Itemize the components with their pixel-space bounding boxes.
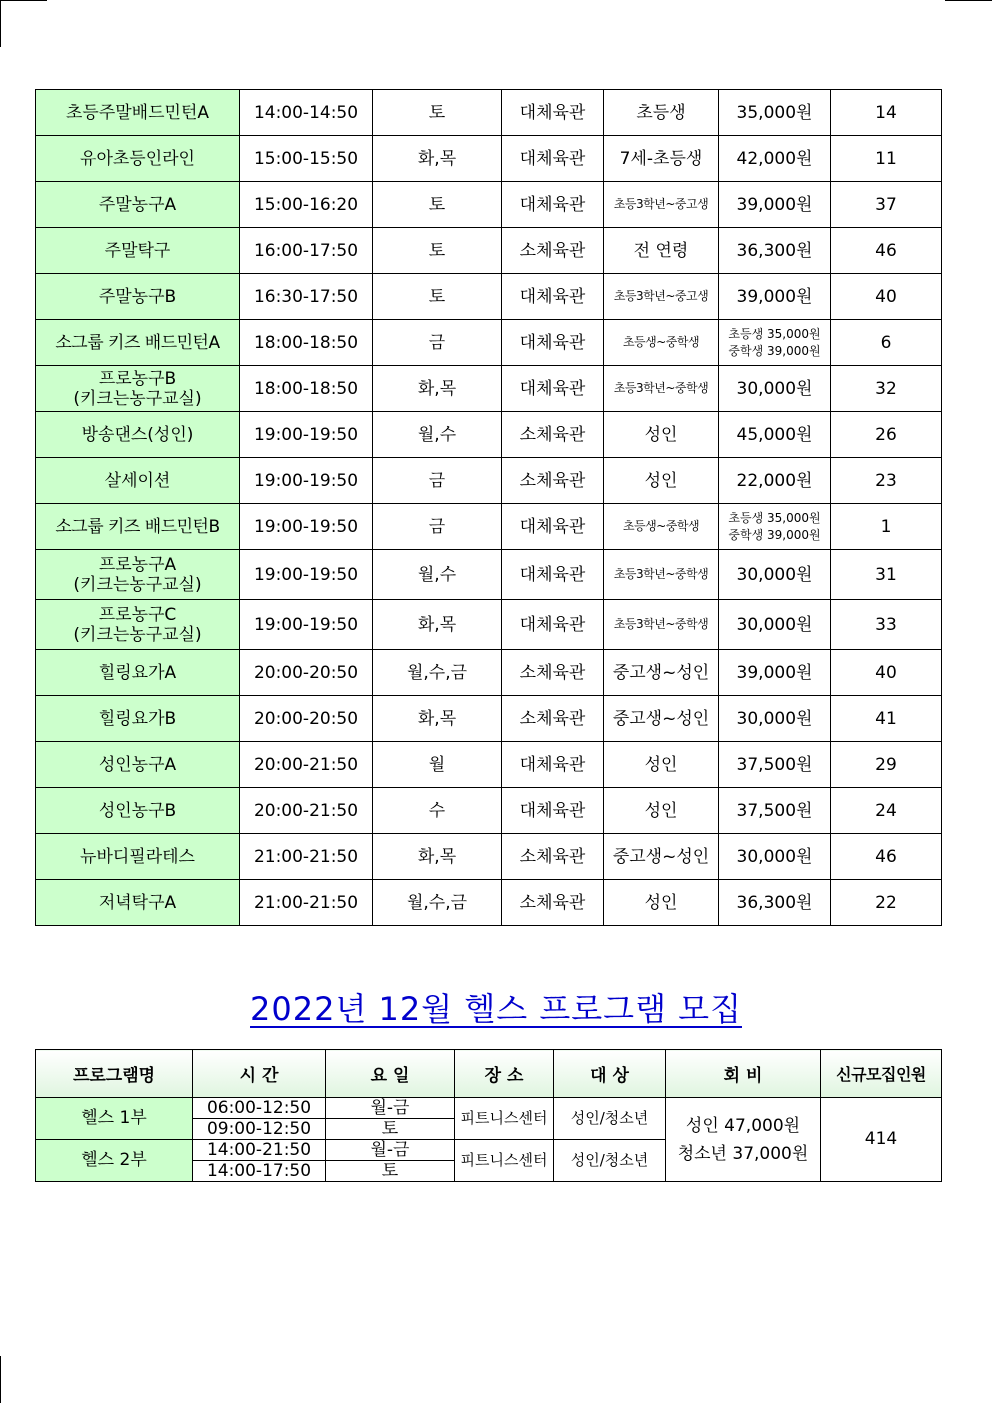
- health-program-name: 헬스 1부: [36, 1098, 193, 1140]
- program-target: 초등생~중학생: [604, 320, 719, 366]
- program-name: 방송댄스(성인): [36, 412, 240, 458]
- program-fee: 30,000원: [719, 696, 831, 742]
- table-row: [36, 834, 942, 880]
- health-place: 피트니스센터: [455, 1140, 554, 1182]
- program-time: 21:00-21:50: [240, 880, 373, 926]
- program-place: 대체육관: [502, 320, 604, 366]
- program-count: 24: [831, 788, 942, 834]
- program-days: 수: [373, 788, 502, 834]
- program-fee: 36,300원: [719, 880, 831, 926]
- program-days: 토: [373, 274, 502, 320]
- program-count: 40: [831, 650, 942, 696]
- program-days: 금: [373, 320, 502, 366]
- crop-mark: [945, 0, 992, 1]
- health-days: 토: [326, 1119, 455, 1140]
- program-name: [36, 600, 240, 650]
- table-row: [36, 880, 942, 926]
- program-target: 중고생~성인: [604, 696, 719, 742]
- program-time: 18:00-18:50: [240, 320, 373, 366]
- program-target: 초등생~중학생: [604, 504, 719, 550]
- program-time: 14:00-14:50: [240, 90, 373, 136]
- table-row: [36, 182, 942, 228]
- health-section-title: [0, 984, 992, 1030]
- health-fee: [666, 1098, 821, 1182]
- program-place: 대체육관: [502, 742, 604, 788]
- program-days: 월,수,금: [373, 650, 502, 696]
- program-place: 소체육관: [502, 228, 604, 274]
- table-row: [36, 550, 942, 600]
- program-fee: 30,000원: [719, 834, 831, 880]
- program-time: 16:30-17:50: [240, 274, 373, 320]
- program-name: 저녁탁구A: [36, 880, 240, 926]
- program-fee: [719, 320, 831, 366]
- program-name-line: 프로농구C: [98, 604, 177, 625]
- program-place: 대체육관: [502, 182, 604, 228]
- program-time: 20:00-20:50: [240, 696, 373, 742]
- program-place: 대체육관: [502, 366, 604, 412]
- program-days: 월,수: [373, 412, 502, 458]
- program-time: 15:00-15:50: [240, 136, 373, 182]
- program-count: 1: [831, 504, 942, 550]
- program-place: 소체육관: [502, 458, 604, 504]
- program-target: 초등3학년~중고생: [604, 182, 719, 228]
- program-target: 성인: [604, 880, 719, 926]
- table-row: [36, 274, 942, 320]
- program-time: 21:00-21:50: [240, 834, 373, 880]
- program-target: 초등3학년~중학생: [604, 600, 719, 650]
- program-count: 31: [831, 550, 942, 600]
- health-header-row: [36, 1050, 942, 1098]
- program-time: 19:00-19:50: [240, 412, 373, 458]
- table-row: [36, 742, 942, 788]
- program-fee: 39,000원: [719, 182, 831, 228]
- program-days: 화,목: [373, 696, 502, 742]
- program-table: [35, 89, 942, 926]
- program-count: 37: [831, 182, 942, 228]
- program-fee: 36,300원: [719, 228, 831, 274]
- table-row: [36, 90, 942, 136]
- health-time: 14:00-21:50: [193, 1140, 326, 1161]
- program-target: 성인: [604, 742, 719, 788]
- program-name: 주말농구A: [36, 182, 240, 228]
- program-days: 월: [373, 742, 502, 788]
- crop-mark: [0, 1356, 1, 1403]
- header-fee: 회 비: [666, 1050, 821, 1098]
- program-count: 11: [831, 136, 942, 182]
- table-row: [36, 366, 942, 412]
- program-place: 대체육관: [502, 550, 604, 600]
- program-fee: 42,000원: [719, 136, 831, 182]
- program-time: 19:00-19:50: [240, 458, 373, 504]
- program-days: 화,목: [373, 136, 502, 182]
- table-row: [36, 136, 942, 182]
- program-days: 토: [373, 228, 502, 274]
- program-place: 대체육관: [502, 90, 604, 136]
- fee-line: 중학생 39,000원: [728, 343, 821, 358]
- program-count: 6: [831, 320, 942, 366]
- program-name: 주말농구B: [36, 274, 240, 320]
- crop-mark: [0, 0, 47, 1]
- program-fee: 37,500원: [719, 788, 831, 834]
- fee-line: 초등생 35,000원: [728, 510, 821, 525]
- program-place: 대체육관: [502, 600, 604, 650]
- program-fee: 45,000원: [719, 412, 831, 458]
- program-count: 26: [831, 412, 942, 458]
- health-table: [35, 1049, 942, 1182]
- fee-line: 중학생 39,000원: [728, 527, 821, 542]
- health-days: 월-금: [326, 1140, 455, 1161]
- program-time: 20:00-21:50: [240, 788, 373, 834]
- fee-adult: 성인 47,000원: [685, 1115, 801, 1136]
- program-time: 18:00-18:50: [240, 366, 373, 412]
- fee-youth: 청소년 37,000원: [677, 1143, 809, 1164]
- program-name-line: (키크는농구교실): [73, 388, 202, 409]
- program-target: 성인: [604, 458, 719, 504]
- program-place: 대체육관: [502, 274, 604, 320]
- program-days: 금: [373, 458, 502, 504]
- program-fee: 37,500원: [719, 742, 831, 788]
- program-name: 성인농구B: [36, 788, 240, 834]
- program-days: 화,목: [373, 834, 502, 880]
- program-count: 23: [831, 458, 942, 504]
- program-name: 주말탁구: [36, 228, 240, 274]
- table-row: [36, 320, 942, 366]
- program-target: 중고생~성인: [604, 834, 719, 880]
- program-count: 41: [831, 696, 942, 742]
- program-target: 초등생: [604, 90, 719, 136]
- health-time: 09:00-12:50: [193, 1119, 326, 1140]
- program-name: [36, 366, 240, 412]
- program-name-line: 프로농구A: [98, 554, 177, 575]
- program-name: 초등주말배드민턴A: [36, 90, 240, 136]
- program-target: 성인: [604, 788, 719, 834]
- health-target: 성인/청소년: [554, 1098, 666, 1140]
- program-name-line: (키크는농구교실): [73, 624, 202, 645]
- table-row: [36, 504, 942, 550]
- program-count: 46: [831, 834, 942, 880]
- header-days: 요 일: [326, 1050, 455, 1098]
- program-fee: 30,000원: [719, 600, 831, 650]
- program-name: 힐링요가B: [36, 696, 240, 742]
- program-fee: 39,000원: [719, 274, 831, 320]
- program-days: 월,수,금: [373, 880, 502, 926]
- program-count: 22: [831, 880, 942, 926]
- program-target: 전 연령: [604, 228, 719, 274]
- program-days: 화,목: [373, 366, 502, 412]
- program-target: 7세-초등생: [604, 136, 719, 182]
- program-name: 소그룹 키즈 배드민턴B: [36, 504, 240, 550]
- fee-line: 초등생 35,000원: [728, 326, 821, 341]
- program-name: [36, 550, 240, 600]
- program-place: 소체육관: [502, 880, 604, 926]
- program-fee: 22,000원: [719, 458, 831, 504]
- health-days: 월-금: [326, 1098, 455, 1119]
- table-row: [36, 600, 942, 650]
- health-target: 성인/청소년: [554, 1140, 666, 1182]
- header-name: 프로그램명: [36, 1050, 193, 1098]
- health-title-text: 2022년 12월 헬스 프로그램 모집: [250, 990, 742, 1028]
- program-name: 뉴바디필라테스: [36, 834, 240, 880]
- program-name: 유아초등인라인: [36, 136, 240, 182]
- program-count: 46: [831, 228, 942, 274]
- program-days: 토: [373, 182, 502, 228]
- program-time: 20:00-20:50: [240, 650, 373, 696]
- program-days: 월,수: [373, 550, 502, 600]
- header-target: 대 상: [554, 1050, 666, 1098]
- crop-mark: [0, 0, 1, 47]
- program-fee: 30,000원: [719, 550, 831, 600]
- program-target: 성인: [604, 412, 719, 458]
- table-row: [36, 650, 942, 696]
- program-time: 20:00-21:50: [240, 742, 373, 788]
- health-count: 414: [821, 1098, 942, 1182]
- program-fee: 35,000원: [719, 90, 831, 136]
- program-time: 19:00-19:50: [240, 600, 373, 650]
- program-fee: [719, 504, 831, 550]
- program-time: 19:00-19:50: [240, 504, 373, 550]
- program-time: 16:00-17:50: [240, 228, 373, 274]
- program-time: 15:00-16:20: [240, 182, 373, 228]
- program-fee: 30,000원: [719, 366, 831, 412]
- program-name: 소그룹 키즈 배드민턴A: [36, 320, 240, 366]
- program-place: 대체육관: [502, 136, 604, 182]
- program-fee: 39,000원: [719, 650, 831, 696]
- program-name-line: 프로농구B: [98, 368, 177, 389]
- health-days: 토: [326, 1161, 455, 1182]
- program-count: 33: [831, 600, 942, 650]
- program-days: 화,목: [373, 600, 502, 650]
- health-program-name: 헬스 2부: [36, 1140, 193, 1182]
- program-count: 40: [831, 274, 942, 320]
- program-place: 소체육관: [502, 412, 604, 458]
- program-time: 19:00-19:50: [240, 550, 373, 600]
- header-time: 시 간: [193, 1050, 326, 1098]
- program-name: 성인농구A: [36, 742, 240, 788]
- table-row: [36, 412, 942, 458]
- table-row: [36, 696, 942, 742]
- health-place: 피트니스센터: [455, 1098, 554, 1140]
- program-count: 14: [831, 90, 942, 136]
- table-row: [36, 1098, 942, 1119]
- program-target: 초등3학년~중학생: [604, 550, 719, 600]
- health-time: 06:00-12:50: [193, 1098, 326, 1119]
- program-target: 초등3학년~중고생: [604, 274, 719, 320]
- table-row: [36, 228, 942, 274]
- program-name: 힐링요가A: [36, 650, 240, 696]
- table-row: [36, 458, 942, 504]
- program-target: 초등3학년~중학생: [604, 366, 719, 412]
- header-place: 장 소: [455, 1050, 554, 1098]
- program-name: 살세이션: [36, 458, 240, 504]
- program-name-line: (키크는농구교실): [73, 574, 202, 595]
- program-place: 대체육관: [502, 788, 604, 834]
- table-row: [36, 788, 942, 834]
- program-place: 소체육관: [502, 834, 604, 880]
- program-place: 소체육관: [502, 650, 604, 696]
- program-place: 대체육관: [502, 504, 604, 550]
- program-count: 32: [831, 366, 942, 412]
- program-days: 토: [373, 90, 502, 136]
- program-count: 29: [831, 742, 942, 788]
- header-count: 신규모집인원: [821, 1050, 942, 1098]
- program-place: 소체육관: [502, 696, 604, 742]
- health-time: 14:00-17:50: [193, 1161, 326, 1182]
- program-target: 중고생~성인: [604, 650, 719, 696]
- program-days: 금: [373, 504, 502, 550]
